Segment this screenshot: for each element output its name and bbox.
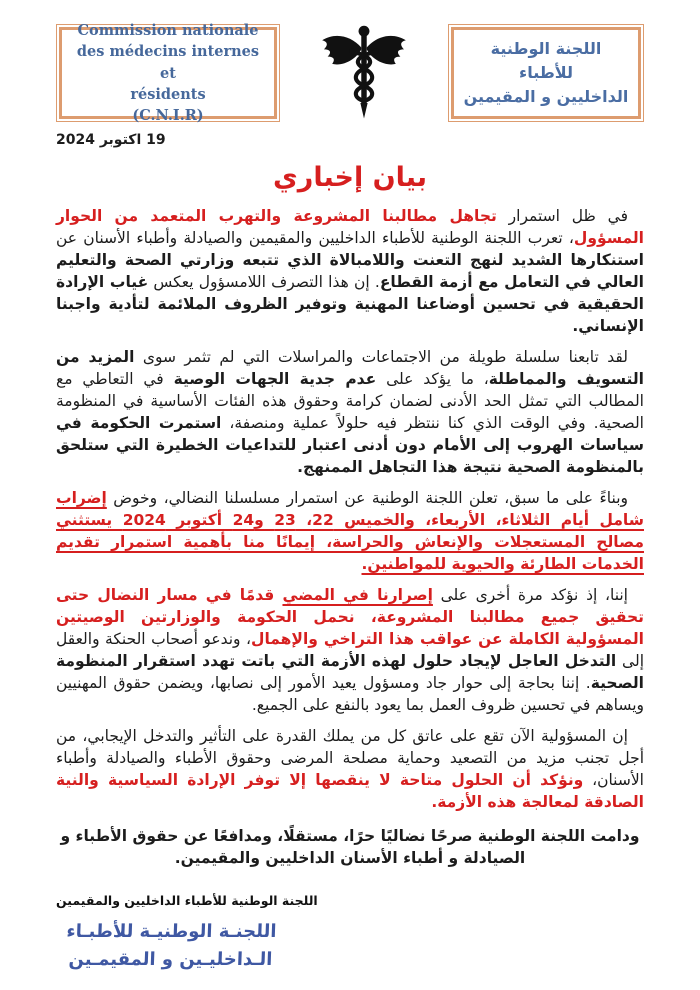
document-date: 19 اكتوبر 2024 bbox=[56, 132, 166, 148]
text-run: إن المسؤولية الآن تقع على عاتق كل من يملك القدرة على التأثير والتدخل الإيجابي، من أجل تجنب مزيد من التصعيد وحماية مصلحة المرضى وحقوق الأطباء والصيادلة وأطباء الأسنان، bbox=[56, 727, 644, 790]
text-run: لقد تابعنا سلسلة طويلة من الاجتماعات والمراسلات التي لم تثمر سوى bbox=[134, 348, 628, 367]
paragraph-6-closing bbox=[56, 825, 644, 869]
text-run: ونؤكد أن الحلول متاحة لا ينقصها إلا توفر الإرادة السياسية والنية الصادقة لمعالجة هذه الأزمة. bbox=[56, 771, 644, 812]
french-title-line: résidents bbox=[130, 85, 206, 103]
text-run: إننا، إذ نؤكد مرة أخرى على bbox=[432, 586, 628, 605]
text-run: التدخل العاجل لإيجاد حلول لهذه الأزمة التي باتت تهدد استقرار المنظومة الصحية bbox=[56, 652, 644, 693]
text-run: عدم جدية الجهات الوصية bbox=[173, 370, 377, 389]
french-title-line: Commission nationale bbox=[77, 22, 259, 40]
document-title: بيان إخباري bbox=[273, 162, 427, 193]
caduceus-icon bbox=[280, 24, 448, 122]
french-title-line: des médecins internes et bbox=[76, 43, 260, 82]
paragraph-3-strike-announcement bbox=[56, 487, 644, 575]
text-run: . إننا بحاجة إلى حوار جاد ومسؤول يعيد الأمور إلى نصابها، ويضمن حقوق المهنيين ويساهم في تحسين ظروف العمل بما يعود بالنفع على الجميع. bbox=[56, 674, 644, 715]
text-run: تجاهل مطالبنا المشروعة والتهرب المتعمد من الحوار المسؤول bbox=[56, 207, 644, 248]
text-run: . إن هذا التصرف اللامسؤول يعكس bbox=[148, 273, 380, 292]
committee-stamp bbox=[65, 918, 277, 974]
document-header bbox=[56, 24, 644, 122]
paragraph-4 bbox=[56, 584, 644, 716]
paragraph-1 bbox=[56, 205, 644, 337]
text-run: ، ما يؤكد على bbox=[376, 370, 489, 389]
text-run: قدمًا في مسار النضال حتى تحقيق جميع مطالبنا المشروعة، نحمل الحكومة والوزارتين الوصيتين المسؤولية الكاملة عن عواقب هذا التراخي والإهمال bbox=[56, 586, 644, 649]
paragraph-2 bbox=[56, 346, 644, 478]
french-title-box-inner bbox=[59, 22, 277, 124]
text-run: ، وندعو أصحاب الحنكة والعقل إلى bbox=[56, 630, 644, 671]
arabic-title-line: اللجنة الوطنية bbox=[490, 39, 602, 58]
text-run: إضراب شامل أيام الثلاثاء، الأربعاء، والخميس 22، 23 و24 أكتوبر 2024 يستثني مصالح المستعجلات والإنعاش والحراسة، إيمانًا منا بأهمية استمرار تقديم الخدمات الطارئة والحيوية للمواطنين. bbox=[56, 489, 644, 574]
stamp-line: الـداخليـين و المقيمـين bbox=[68, 948, 273, 970]
text-run: استمرت الحكومة في سياسات الهروب إلى الأمام دون أدنى اعتبار للتداعيات الخطيرة التي ستلحق بالمنظومة الصحية نتيجة هذا التجاهل الممنهج. bbox=[56, 414, 644, 477]
text-run: ودامت اللجنة الوطنية صرحًا نضاليًا حرًا، مستقلًا، ومدافعًا عن حقوق الأطباء و الصيادلة و أطباء الأسنان الداخليين والمقيمين. bbox=[60, 827, 640, 868]
text-run: في ظل استمرار bbox=[496, 207, 629, 226]
stamp-line: اللجنـة الوطنيـة للأطبـاء bbox=[66, 921, 277, 943]
arabic-title-box-inner bbox=[451, 27, 641, 119]
french-title-line: (C.N.I.R) bbox=[132, 106, 204, 124]
committee-signature-label: اللجنة الوطنية للأطباء الداخليين والمقيمين bbox=[56, 893, 318, 909]
text-run: غياب الإرادة الحقيقية في تحسين أوضاعنا المهنية وتوفير الظروف الملائمة لتأدية واجبنا الإنساني. bbox=[56, 273, 644, 336]
text-run: وبناءً على ما سبق، تعلن اللجنة الوطنية عن استمرار مسلسلنا النضالي، وخوض bbox=[106, 489, 628, 508]
french-title-box bbox=[56, 24, 280, 122]
document-body bbox=[56, 205, 644, 869]
text-run: في التعاطي مع المطالب التي تمثل الحد الأدنى لضمان كرامة وحقوق هذه الفئات الأساسية في المنظومة الصحية. وفي الوقت الذي كنا ننتظر فيه حلولاً عملية ومنصفة، bbox=[56, 370, 644, 433]
arabic-title-line: الداخليين و المقيمين bbox=[463, 87, 629, 106]
arabic-title-box bbox=[448, 24, 644, 122]
arabic-title-line: للأطباء bbox=[519, 63, 573, 82]
text-run: استنكارها الشديد لنهج التعنت واللامبالاة الذي تتبعه وزارتي الصحة والتعليم العالي في التعامل مع أزمة القطاع bbox=[56, 251, 644, 292]
paragraph-5 bbox=[56, 725, 644, 813]
text-run: إصرارنا في المضي bbox=[282, 586, 433, 605]
text-run: المزيد من التسويف والمماطلة bbox=[56, 348, 645, 389]
text-run: ، تعرب اللجنة الوطنية للأطباء الداخليين والمقيمين والصيادلة وأطباء الأسنان عن bbox=[56, 229, 574, 248]
